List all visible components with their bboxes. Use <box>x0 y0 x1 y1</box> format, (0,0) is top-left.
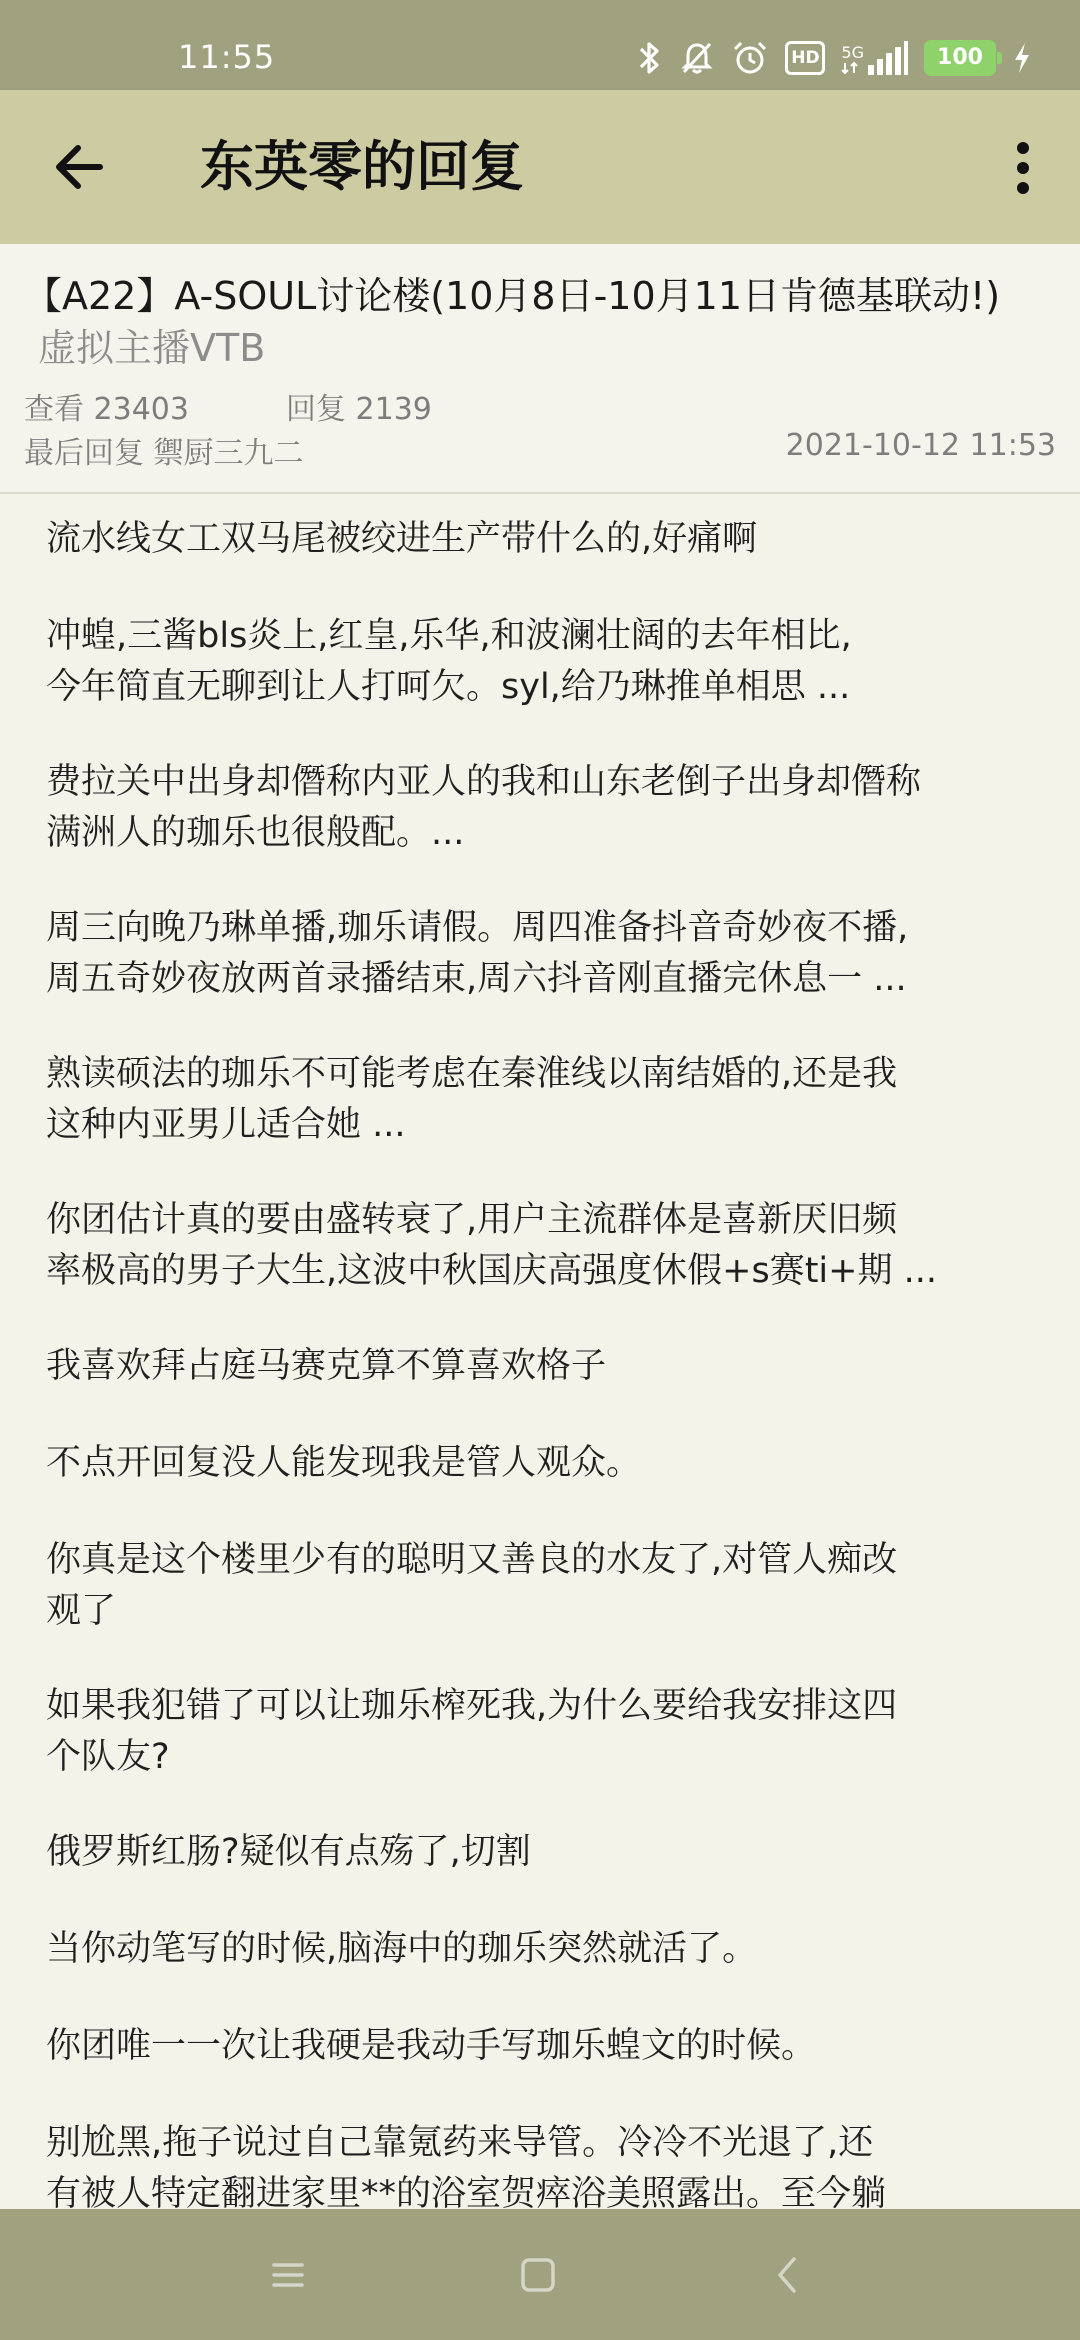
back-icon[interactable] <box>760 2247 816 2303</box>
list-item[interactable]: 费拉关中出身却僭称内亚人的我和山东老倒子出身却僭称 满洲人的珈乐也很般配。... <box>46 762 922 853</box>
hd-icon: HD <box>785 41 825 75</box>
status-bar <box>0 0 1080 90</box>
list-item[interactable]: 不点开回复没人能发现我是管人观众。 <box>46 1443 642 1483</box>
list-item[interactable]: 流水线女工双马尾被绞进生产带什么的,好痛啊 <box>46 519 758 559</box>
list-item[interactable]: 如果我犯错了可以让珈乐榨死我,为什么要给我安排这四 个队友? <box>46 1686 898 1777</box>
list-item[interactable]: 周三向晚乃琳单播,珈乐请假。周四准备抖音奇妙夜不播, 周五奇妙夜放两首录播结束,周六抖音刚直播完休息一 ... <box>46 908 909 999</box>
navigation-bar <box>0 2209 1080 2340</box>
page-title: 东英零的回复 <box>200 135 524 198</box>
thread-title-block <box>24 270 1044 374</box>
alarm-icon <box>731 40 769 76</box>
status-icons <box>637 40 1032 76</box>
network-type: 5G <box>841 43 864 62</box>
bluetooth-icon <box>637 40 663 76</box>
list-item[interactable]: 别尬黑,拖子说过自己靠氪药来导管。冷冷不光退了,还 有被人特定翻进家里**的浴室贺瘁浴美照露出。至今躺 <box>46 2123 887 2209</box>
list-item[interactable]: 你团估计真的要由盛转衰了,用户主流群体是喜新厌旧频 率极高的男子大生,这波中秋国庆高强度休假+s赛ti+期 ... <box>46 1200 937 1291</box>
thread-title: 【A22】A-SOUL讨论楼(10月8日-10月11日肯德基联动!) <box>24 274 1001 318</box>
app-bar <box>0 90 1080 244</box>
thread-header[interactable] <box>0 244 1080 494</box>
view-count: 查看 23403 <box>24 392 189 427</box>
list-item[interactable]: 你团唯一一次让我硬是我动手写珈乐蝗文的时候。 <box>46 2026 817 2066</box>
signal-icon <box>841 41 908 75</box>
home-icon[interactable] <box>510 2247 566 2303</box>
last-reply-user: 最后回复 禦厨三九二 <box>24 436 304 471</box>
last-reply-time: 2021-10-12 11:53 <box>785 428 1056 463</box>
charging-icon <box>1012 41 1032 75</box>
list-item[interactable]: 俄罗斯红肠?疑似有点殇了,切割 <box>46 1832 531 1872</box>
back-arrow-icon[interactable] <box>48 134 114 200</box>
list-item[interactable]: 熟读硕法的珈乐不可能考虑在秦淮线以南结婚的,还是我 这种内亚男儿适合她 ... <box>46 1054 898 1145</box>
battery-icon: 100 <box>924 40 996 76</box>
board-name[interactable]: 虚拟主播VTB <box>38 326 266 370</box>
more-vert-icon[interactable] <box>998 138 1048 198</box>
menu-icon[interactable] <box>260 2247 316 2303</box>
reply-list[interactable] <box>0 494 1080 2209</box>
list-item[interactable]: 我喜欢拜占庭马赛克算不算喜欢格子 <box>46 1346 607 1386</box>
list-item[interactable]: 你真是这个楼里少有的聪明又善良的水友了,对管人痴改 观了 <box>46 1540 898 1631</box>
mute-bell-icon <box>679 40 715 76</box>
status-time: 11:55 <box>178 38 276 76</box>
list-item[interactable]: 当你动笔写的时候,脑海中的珈乐突然就活了。 <box>46 1929 758 1969</box>
list-item[interactable]: 冲蝗,三酱bls炎上,红皇,乐华,和波澜壮阔的去年相比, 今年简直无聊到让人打呵欠。syl,给乃琳推单相思 ... <box>46 616 852 707</box>
reply-count: 回复 2139 <box>286 392 432 427</box>
